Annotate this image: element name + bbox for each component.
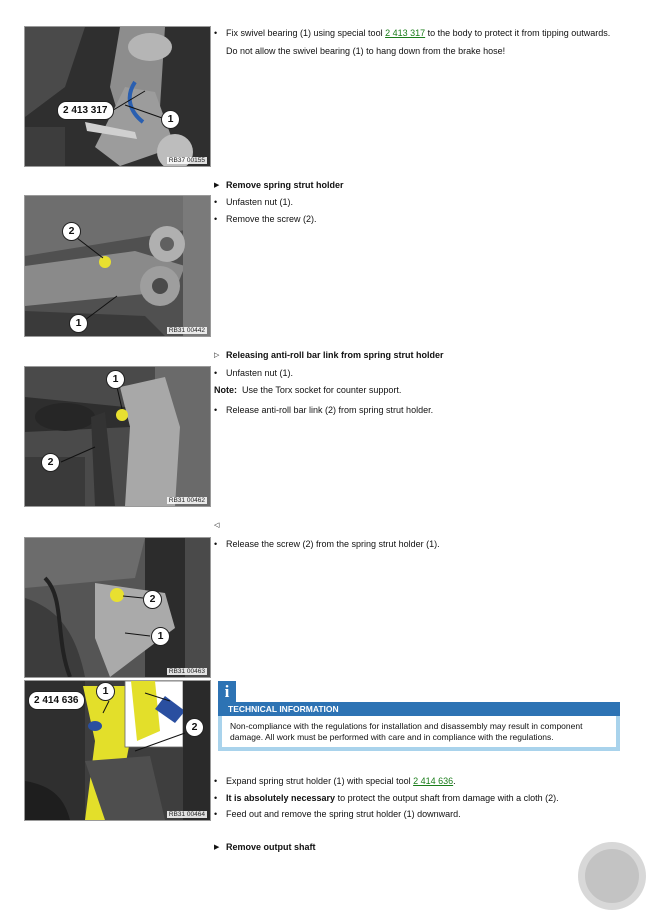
- callout-1: 1: [106, 370, 125, 389]
- info-border-bottom: [218, 747, 620, 751]
- tool-number-label: 2 414 636: [28, 691, 85, 710]
- bullet-item: • Release the screw (2) from the spring strut holder (1).: [214, 539, 614, 551]
- callout-2: 2: [185, 718, 204, 737]
- tool-link[interactable]: 2 414 636: [413, 776, 454, 786]
- info-title: TECHNICAL INFORMATION: [218, 702, 620, 716]
- step-3-text: [214, 368, 614, 417]
- section-end-marker-icon: ◁: [214, 522, 220, 529]
- image-code: RB31 00463: [168, 668, 205, 675]
- step-1-text: [214, 28, 614, 57]
- heading-marker-icon: ▶: [214, 844, 220, 851]
- image-code: RB37 00155: [168, 157, 205, 164]
- info-border-left: [218, 716, 222, 749]
- photo-illustration: [25, 538, 210, 677]
- callout-2: 2: [143, 590, 162, 609]
- photo-swivel-bearing: [24, 26, 211, 167]
- info-icon: i: [218, 681, 236, 702]
- callout-1: 1: [161, 110, 180, 129]
- bullet-item: • Remove the screw (2).: [214, 214, 614, 226]
- callout-1: 1: [96, 682, 115, 701]
- section-heading: ▶ Remove output shaft: [214, 842, 316, 852]
- callout-1: 1: [151, 627, 170, 646]
- bullet-item: • Feed out and remove the spring strut holder (1) downward.: [214, 809, 614, 821]
- bullet-item: • Expand spring strut holder (1) with special tool 2 414 636.: [214, 776, 614, 788]
- callout-2: 2: [62, 222, 81, 241]
- watermark-logo: [578, 842, 646, 910]
- bullet-item: • Unfasten nut (1).: [214, 368, 614, 380]
- step-2-text: [214, 197, 614, 225]
- watermark-logo-inner: [585, 849, 639, 903]
- section-heading: ▶ Remove spring strut holder: [214, 180, 344, 190]
- callout-1: 1: [69, 314, 88, 333]
- note-line: Note: Use the Torx socket for counter support.: [214, 384, 402, 395]
- bullet-item: • Unfasten nut (1).: [214, 197, 614, 209]
- bullet-item: • Fix swivel bearing (1) using special tool 2 413 317 to the body to protect it from tipping outwards.: [214, 28, 614, 40]
- bullet-item: • It is absolutely necessary to protect the output shaft from damage with a cloth (2).: [214, 793, 614, 805]
- tool-link[interactable]: 2 413 317: [385, 28, 426, 38]
- image-code: RB31 00462: [168, 497, 205, 504]
- bullet-item: • Release anti-roll bar link (2) from spring strut holder.: [214, 405, 614, 417]
- photo-illustration: [25, 196, 210, 336]
- heading-marker-icon: ▶: [214, 182, 220, 189]
- heading-marker-icon: ▷: [214, 352, 220, 359]
- step-5-text: [214, 776, 614, 821]
- instruction-text: Do not allow the swivel bearing (1) to hang down from the brake hose!: [226, 45, 506, 56]
- photo-anti-roll-bar-link: [24, 366, 211, 507]
- section-heading: ▷ Releasing anti-roll bar link from spring strut holder: [214, 350, 444, 360]
- info-text: Non-compliance with the regulations for installation and disassembly may result in component damage. All work must be performed with care and in compliance with the regulations.: [230, 721, 583, 742]
- technical-information-box: [214, 681, 620, 767]
- photo-illustration: [25, 27, 210, 166]
- info-border-right: [616, 716, 620, 749]
- image-code: RB31 00464: [168, 811, 205, 818]
- photo-expand-strut-holder: [24, 680, 211, 821]
- callout-2: 2: [41, 453, 60, 472]
- step-4-text: [214, 539, 614, 551]
- tool-number-label: 2 413 317: [57, 101, 114, 120]
- image-code: RB31 00442: [168, 327, 205, 334]
- photo-strut-holder-screw: [24, 537, 211, 678]
- photo-spring-strut-holder: [24, 195, 211, 337]
